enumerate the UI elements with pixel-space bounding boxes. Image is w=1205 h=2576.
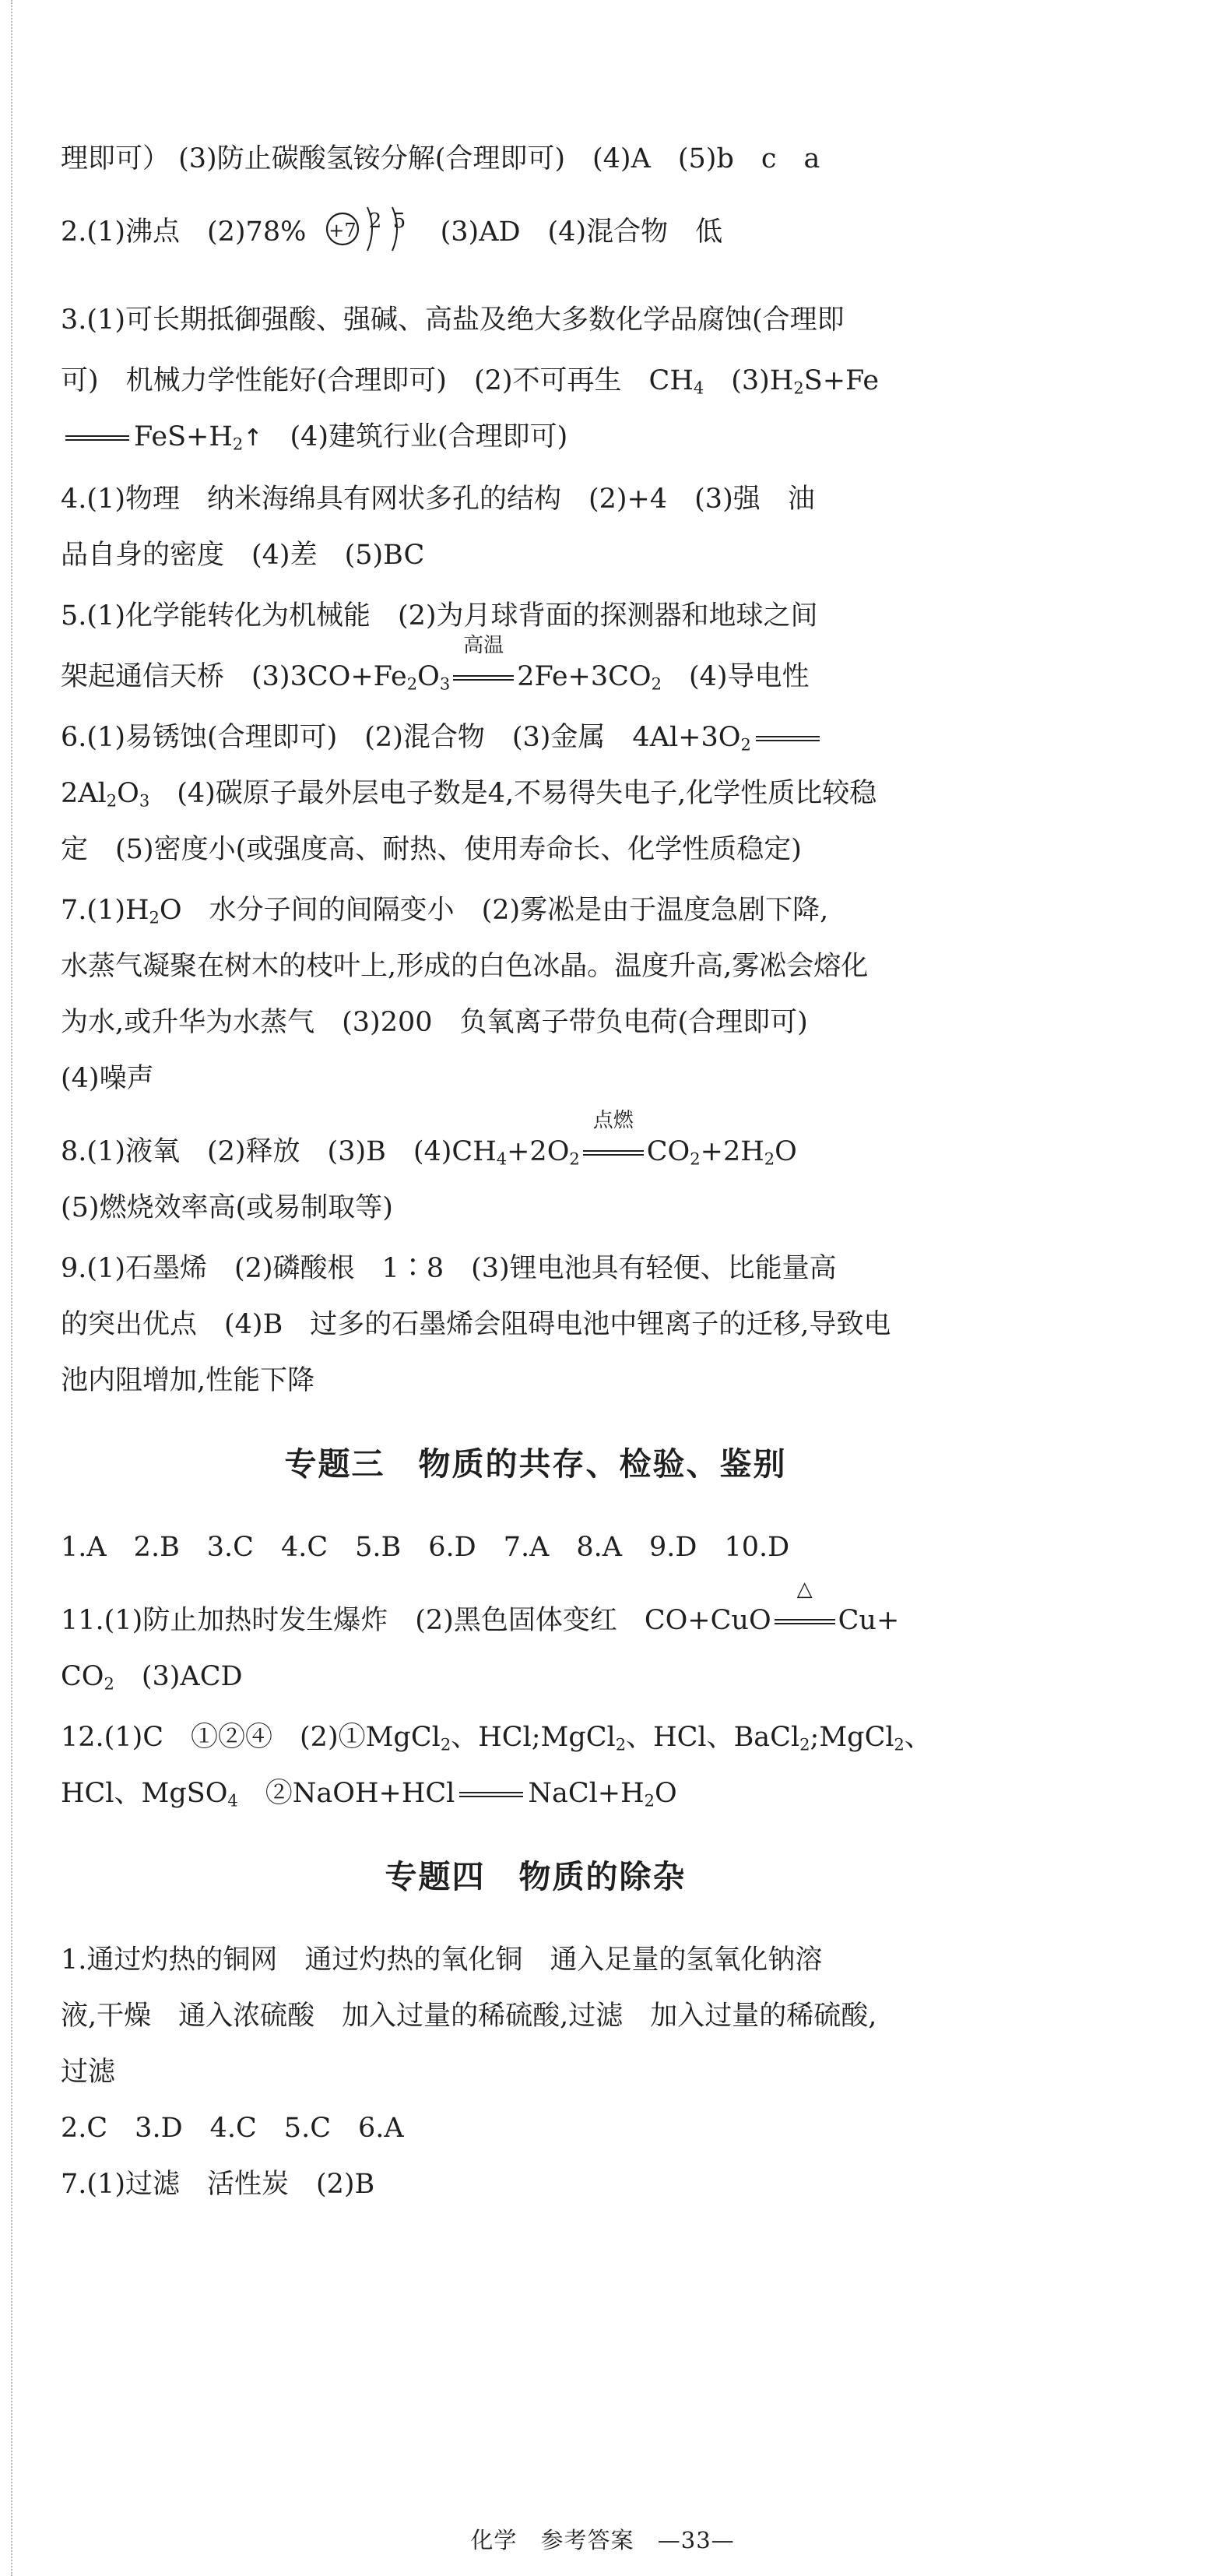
answer-text: +2H [700,1136,764,1167]
condition-label: 高温 [463,634,504,657]
equation-equals-sign [583,1150,644,1156]
answer-line [61,362,1010,399]
heat-condition-icon: △ [796,1578,813,1601]
subscript: 2 [440,1735,451,1754]
answer-text: (3)H [704,365,794,396]
answer-line [61,1658,1010,1695]
answer-text: 架起通信天桥 (3)3CO+Fe [61,661,407,692]
shell-1-electrons: 2 [369,209,382,233]
section-title-topic-3: 专题三 物质的共存、检验、鉴别 [284,1445,787,1483]
answer-text: 理即可） (3)防止碳酸氢铵分解(合理即可) (4)A (5)b c a [61,143,820,174]
answer-line [61,1529,1010,1566]
subscript: 4 [693,378,704,398]
answer-text: FeS+H [134,421,233,452]
answer-line [61,597,1010,635]
answer-text: 12.(1)C ①②④ (2)①MgCl [61,1722,441,1753]
answer-text: 可) 机械力学性能好(合理即可) (2)不可再生 CH [61,365,694,396]
subscript: 4 [227,1791,238,1811]
answer-line [61,775,1010,812]
subscript: 2 [569,1149,580,1169]
subscript: 2 [651,674,662,694]
subscript: 2 [615,1735,627,1754]
answer-text: 2Fe+3CO [517,661,652,692]
answer-text: (4)噪声 [61,1063,154,1094]
answer-text: 的突出优点 (4)B 过多的石墨烯会阻碍电池中锂离子的迁移,导致电 [61,1309,891,1340]
answer-text: 1.通过灼热的铜网 通过灼热的氧化铜 通入足量的氢氧化钠溶 [61,1944,823,1976]
page-footer [0,2523,1205,2555]
answer-text: HCl、MgSO [61,1778,228,1809]
answer-text: 2Al [61,778,107,809]
answer-text: 7.(1)H [61,895,149,926]
answer-line [61,1997,1010,2035]
answer-text: 为水,或升华为水蒸气 (3)200 负氧离子带负电荷(合理即可) [61,1007,808,1038]
atom-structure-diagram [322,201,423,266]
answer-text: 液,干燥 通入浓硫酸 加入过量的稀硫酸,过滤 加入过量的稀硫酸, [61,2001,877,2032]
answer-text: (5)燃烧效率高(或易制取等) [61,1192,393,1223]
answer-text: 9.(1)石墨烯 (2)磷酸根 1∶8 (3)锂电池具有轻便、比能量高 [61,1253,837,1284]
answer-line [61,1941,1010,1979]
answer-line [61,1578,1010,1639]
answer-text: 1.A 2.B 3.C 4.C 5.B 6.D 7.A 8.A 9.D 10.D [61,1532,790,1563]
answer-text: 2.(1)沸点 (2)78% [61,216,307,248]
answer-text: (3)ACD [114,1661,243,1692]
gas-arrow-icon: ↑ [243,424,263,452]
footer-label: 参考答案 [540,2527,634,2553]
subscript: 2 [764,1149,775,1169]
page-number: —33— [657,2527,735,2553]
answer-text: CO [646,1136,690,1167]
answer-line [61,831,1010,868]
answer-line [61,1189,1010,1226]
subscript: 2 [894,1735,905,1754]
answer-line [61,301,1010,339]
equation-equals-sign [459,1792,523,1797]
nucleus-charge: +7 [328,220,357,241]
subscript: 2 [799,1735,810,1754]
shell-2-electrons: 5 [393,209,406,233]
answer-line [61,634,1010,695]
subscript: 2 [232,435,244,454]
condition-label: 点燃 [592,1109,634,1132]
answer-text: O 水分子间的间隔变小 (2)雾凇是由于温度急剧下降, [159,895,829,926]
answer-line [61,2110,1010,2147]
equation-equals-sign [756,736,820,741]
answer-text: 、HCl;MgCl [451,1722,616,1753]
answer-line [61,1362,1010,1399]
equation-equals-sign [453,675,514,681]
subscript: 3 [439,674,451,694]
answer-line [61,480,1010,518]
section-title-topic-4: 专题四 物质的除杂 [385,1858,687,1895]
answer-text: 3.(1)可长期抵御强酸、强碱、高盐及绝大多数化学品腐蚀(合理即 [61,304,845,336]
subscript: 2 [104,1674,114,1694]
answer-line [61,140,1010,178]
subscript: 2 [106,791,118,811]
subscript: 3 [139,791,150,811]
footer-subject: 化学 [470,2527,518,2553]
answer-text: ;MgCl [810,1722,894,1753]
answer-text: 2.C 3.D 4.C 5.C 6.A [61,2113,404,2144]
answer-line [61,1719,1010,1756]
reaction-condition [775,1578,835,1639]
reaction-condition [453,634,514,695]
answer-line [61,2166,1010,2203]
answer-line [61,1004,1010,1041]
answer-text: O [417,661,440,692]
answer-text: 定 (5)密度小(或强度高、耐热、使用寿命长、化学性质稳定) [61,834,802,865]
subscript: 2 [406,674,418,694]
answer-text: (4)建筑行业(合理即可) [262,421,568,452]
answer-text: +2O [507,1136,570,1167]
subscript: 2 [149,908,160,927]
answer-line [61,1060,1010,1097]
answer-text: 8.(1)液氧 (2)释放 (3)B (4)CH [61,1136,497,1167]
atom-structure-icon [322,201,423,255]
equation-equals-sign [65,435,129,441]
answer-text: ②NaOH+HCl [237,1778,455,1809]
answer-text: 4.(1)物理 纳米海绵具有网状多孔的结构 (2)+4 (3)强 油 [61,484,815,515]
answer-line [61,719,1010,756]
answer-text: S+Fe [803,365,880,396]
answer-text: (4)导电性 [661,661,810,692]
binding-margin-rule [11,0,12,2576]
answer-line [61,1250,1010,1287]
answer-text: CO [61,1661,104,1692]
answer-line [61,1109,1010,1170]
answer-line [61,892,1010,929]
answer-line [61,1306,1010,1343]
subscript: 2 [740,735,751,755]
answer-line [61,537,1010,574]
reaction-condition [583,1109,644,1170]
answer-text: 池内阻增加,性能下降 [61,1365,315,1396]
answer-text: (3)AD (4)混合物 低 [440,216,723,248]
answer-text: 5.(1)化学能转化为机械能 (2)为月球背面的探测器和地球之间 [61,600,818,632]
answer-line [61,2053,1010,2091]
subscript: 2 [644,1791,655,1811]
answer-text: NaCl+H [528,1778,645,1809]
answer-line-2 [61,201,1010,266]
answer-text: 过滤 [61,2057,116,2088]
answer-content [61,140,1010,2226]
answer-text: O [117,778,139,809]
answer-text: 水蒸气凝聚在树木的枝叶上,形成的白色冰晶。温度升高,雾凇会熔化 [61,951,869,982]
answer-text: 11.(1)防止加热时发生爆炸 (2)黑色固体变红 CO+CuO [61,1605,771,1636]
answer-text: 6.(1)易锈蚀(合理即可) (2)混合物 (3)金属 4Al+3O [61,722,741,753]
answer-text: (4)碳原子最外层电子数是4,不易得失电子,化学性质比较稳 [149,778,877,809]
answer-text: O [655,1778,677,1809]
answer-text: Cu+ [838,1605,900,1636]
answer-text: O [775,1136,797,1167]
subscript: 4 [496,1149,508,1169]
answer-line [61,418,1010,457]
answer-text: 7.(1)过滤 活性炭 (2)B [61,2169,375,2200]
answer-text: 、HCl、BaCl [626,1722,800,1753]
answer-text: 、 [904,1722,932,1753]
subscript: 2 [793,378,804,398]
answer-line [61,948,1010,985]
subscript: 2 [690,1149,701,1169]
answer-text: 品自身的密度 (4)差 (5)BC [61,540,425,571]
equation-equals-sign [775,1619,835,1624]
answer-line [61,1775,1010,1812]
